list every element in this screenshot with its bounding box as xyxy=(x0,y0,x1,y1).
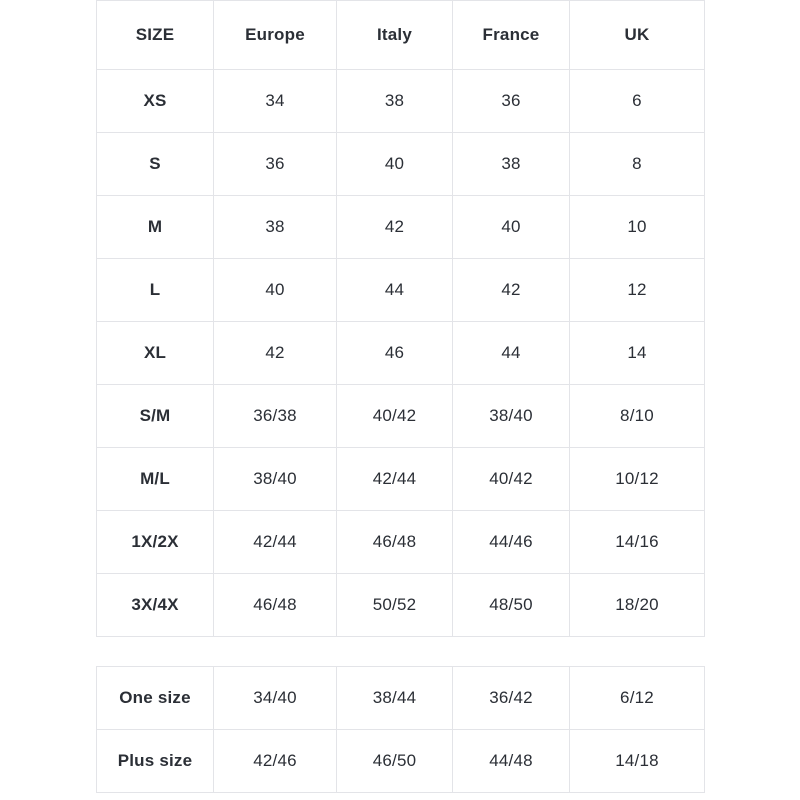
cell-italy: 42/44 xyxy=(337,448,453,511)
row-label: One size xyxy=(97,667,214,730)
cell-uk: 12 xyxy=(570,259,705,322)
row-label: S/M xyxy=(97,385,214,448)
column-header-size: SIZE xyxy=(97,1,214,70)
cell-uk: 8/10 xyxy=(570,385,705,448)
extra-size-conversion-table xyxy=(96,666,705,793)
table-row xyxy=(97,667,705,730)
table-header-row xyxy=(97,1,705,70)
table-body xyxy=(97,70,705,637)
cell-france: 44/46 xyxy=(453,511,570,574)
cell-france: 40 xyxy=(453,196,570,259)
cell-europe: 42/46 xyxy=(214,730,337,793)
table-row xyxy=(97,259,705,322)
cell-europe: 42/44 xyxy=(214,511,337,574)
row-label: S xyxy=(97,133,214,196)
table-body xyxy=(97,667,705,793)
cell-italy: 40 xyxy=(337,133,453,196)
cell-europe: 34/40 xyxy=(214,667,337,730)
table-row xyxy=(97,385,705,448)
extra-size-table-container xyxy=(96,666,704,793)
column-header-europe: Europe xyxy=(214,1,337,70)
cell-france: 48/50 xyxy=(453,574,570,637)
cell-italy: 46/48 xyxy=(337,511,453,574)
table-row xyxy=(97,322,705,385)
cell-france: 38 xyxy=(453,133,570,196)
cell-europe: 36/38 xyxy=(214,385,337,448)
table-row xyxy=(97,574,705,637)
cell-uk: 10 xyxy=(570,196,705,259)
row-label: Plus size xyxy=(97,730,214,793)
cell-europe: 38 xyxy=(214,196,337,259)
table-row xyxy=(97,448,705,511)
cell-italy: 38/44 xyxy=(337,667,453,730)
cell-uk: 14/18 xyxy=(570,730,705,793)
cell-europe: 46/48 xyxy=(214,574,337,637)
cell-france: 42 xyxy=(453,259,570,322)
cell-france: 36/42 xyxy=(453,667,570,730)
cell-uk: 6/12 xyxy=(570,667,705,730)
table-row xyxy=(97,133,705,196)
cell-france: 40/42 xyxy=(453,448,570,511)
cell-uk: 10/12 xyxy=(570,448,705,511)
row-label: L xyxy=(97,259,214,322)
column-header-france: France xyxy=(453,1,570,70)
cell-italy: 50/52 xyxy=(337,574,453,637)
row-label: 3X/4X xyxy=(97,574,214,637)
column-header-uk: UK xyxy=(570,1,705,70)
column-header-italy: Italy xyxy=(337,1,453,70)
row-label: M/L xyxy=(97,448,214,511)
cell-france: 44 xyxy=(453,322,570,385)
size-conversion-table xyxy=(96,0,705,637)
cell-europe: 40 xyxy=(214,259,337,322)
table-row xyxy=(97,511,705,574)
cell-italy: 40/42 xyxy=(337,385,453,448)
cell-uk: 18/20 xyxy=(570,574,705,637)
cell-europe: 38/40 xyxy=(214,448,337,511)
cell-france: 38/40 xyxy=(453,385,570,448)
cell-europe: 42 xyxy=(214,322,337,385)
cell-france: 36 xyxy=(453,70,570,133)
row-label: XL xyxy=(97,322,214,385)
cell-uk: 8 xyxy=(570,133,705,196)
cell-italy: 46/50 xyxy=(337,730,453,793)
cell-europe: 36 xyxy=(214,133,337,196)
row-label: 1X/2X xyxy=(97,511,214,574)
cell-italy: 38 xyxy=(337,70,453,133)
cell-italy: 46 xyxy=(337,322,453,385)
row-label: XS xyxy=(97,70,214,133)
row-label: M xyxy=(97,196,214,259)
cell-italy: 42 xyxy=(337,196,453,259)
table-row xyxy=(97,196,705,259)
cell-uk: 6 xyxy=(570,70,705,133)
table-row xyxy=(97,70,705,133)
table-row xyxy=(97,730,705,793)
cell-europe: 34 xyxy=(214,70,337,133)
cell-uk: 14 xyxy=(570,322,705,385)
cell-france: 44/48 xyxy=(453,730,570,793)
cell-italy: 44 xyxy=(337,259,453,322)
cell-uk: 14/16 xyxy=(570,511,705,574)
main-size-table-container xyxy=(96,0,704,637)
table-header xyxy=(97,1,705,70)
